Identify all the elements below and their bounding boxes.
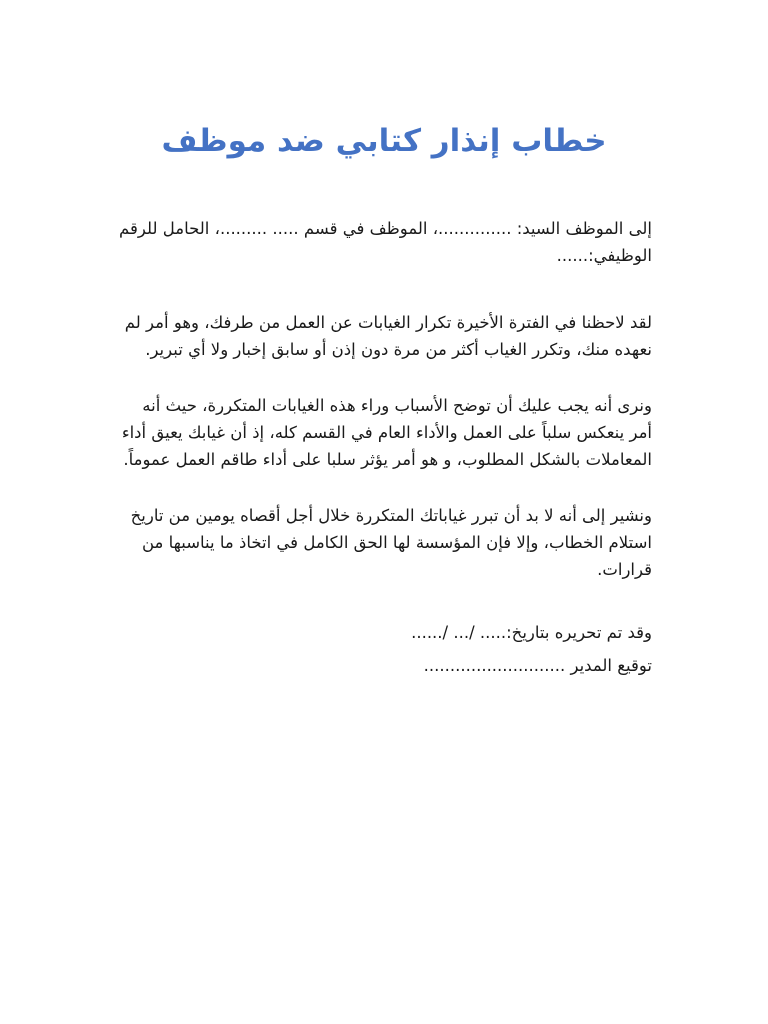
recipient-line: إلى الموظف السيد: ..............، الموظف في قسم ..... .........، الحامل للرقم الوظيفي:...... bbox=[119, 219, 652, 265]
paragraph-deadline-warning: ونشير إلى أنه لا بد أن تبرر غياباتك المتكررة خلال أجل أقصاه يومين من تاريخ استلام الخطاب، وإلا فإن المؤسسة لها الحق الكامل في اتخاذ ما يناسبها من قرارات. bbox=[130, 506, 652, 579]
document-title: خطاب إنذار كتابي ضد موظف bbox=[161, 123, 607, 159]
manager-signature-line: توقيع المدير ........................... bbox=[423, 656, 652, 675]
paragraph-absence-notice: لقد لاحظنا في الفترة الأخيرة تكرار الغيابات عن العمل من طرفك، وهو أمر لم نعهده منك، وتكرر الغياب أكثر من مرة دون إذن أو سابق إخبار ولا أي تبرير. bbox=[124, 313, 652, 359]
date-line: وقد تم تحريره بتاريخ:..... /... /...... bbox=[411, 623, 652, 642]
paragraph-justification-request: ونرى أنه يجب عليك أن توضح الأسباب وراء هذه الغيابات المتكررة، حيث أنه أمر ينعكس سلباً على العمل والأداء العام في القسم كله، إذ أن غيابك يعيق أداء المعاملات بالشكل المطلوب، و هو أمر يؤثر سلبا على أداء طاقم العمل عموماً. bbox=[121, 396, 652, 469]
